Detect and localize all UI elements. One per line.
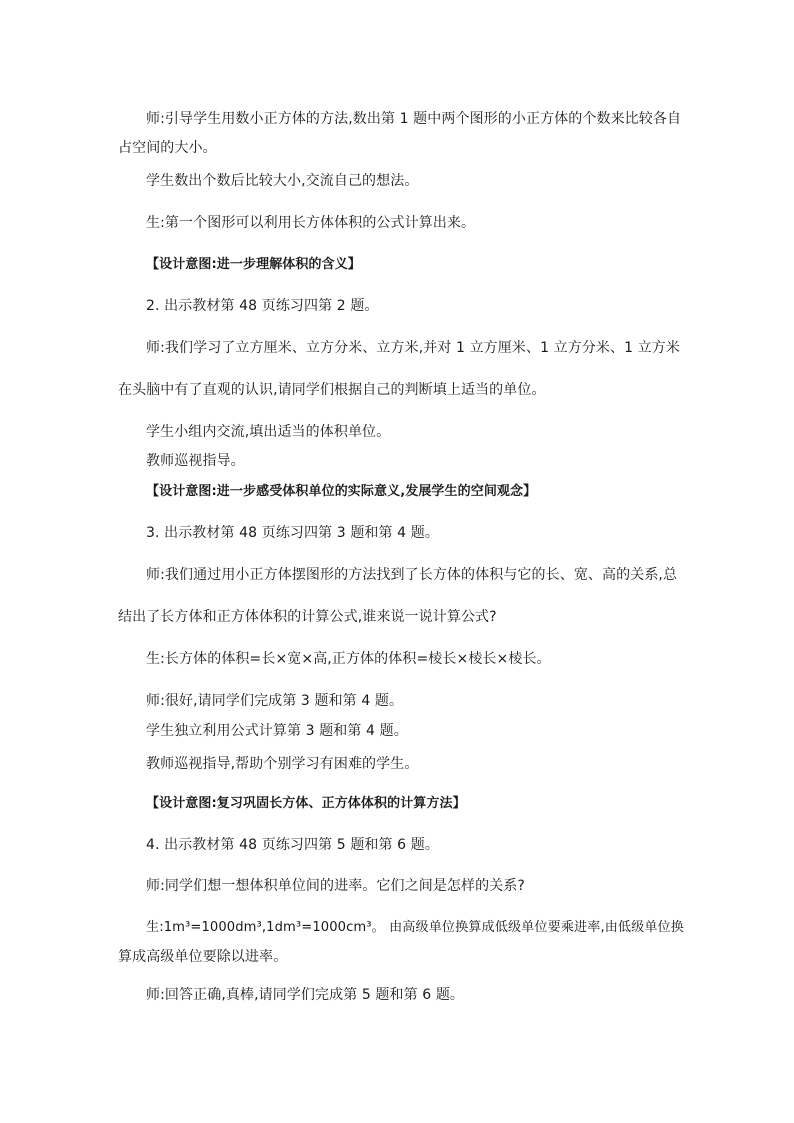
paragraph-line: 生:第一个图形可以利用长方体体积的公式计算出来。 [146, 215, 476, 231]
paragraph-line: 算成高级单位要除以进率。 [118, 949, 288, 965]
paragraph-line: 学生独立利用公式计算第 3 题和第 4 题。 [146, 723, 408, 739]
paragraph-line: 师:我们学习了立方厘米、立方分米、立方米,并对 1 立方厘米、1 立方分米、1 立方米 [146, 340, 680, 356]
exercise-heading: 2. 出示教材第 48 页练习四第 2 题。 [146, 298, 379, 314]
paragraph-line: 学生小组内交流,填出适当的体积单位。 [146, 424, 391, 440]
paragraph-line: 师:同学们想一想体积单位间的进率。它们之间是怎样的关系? [146, 878, 525, 894]
exercise-heading: 3. 出示教材第 48 页练习四第 3 题和第 4 题。 [146, 525, 439, 541]
design-intent-note: 【设计意图:进一步感受体积单位的实际意义,发展学生的空间观念】 [146, 484, 537, 499]
paragraph-line: 师:引导学生用数小正方体的方法,数出第 1 题中两个图形的小正方体的个数来比较各自 [146, 111, 682, 127]
paragraph-line: 结出了长方体和正方体体积的计算公式,谁来说一说计算公式? [118, 609, 497, 625]
paragraph-line: 教师巡视指导。 [146, 453, 245, 469]
paragraph-line: 师:回答正确,真棒,请同学们完成第 5 题和第 6 题。 [146, 987, 465, 1003]
paragraph-line: 生:长方体的体积=长×宽×高,正方体的体积=棱长×棱长×棱长。 [146, 651, 551, 667]
paragraph-line: 师:我们通过用小正方体摆图形的方法找到了长方体的体积与它的长、宽、高的关系,总 [146, 567, 678, 583]
exercise-heading: 4. 出示教材第 48 页练习四第 5 题和第 6 题。 [146, 837, 439, 853]
paragraph-line: 生:1m³=1000dm³,1dm³=1000cm³。 由高级单位换算成低级单位要乘进率,由低级单位换 [146, 920, 684, 935]
design-intent-note: 【设计意图:进一步理解体积的含义】 [146, 257, 361, 272]
paragraph-line: 占空间的大小。 [118, 140, 217, 156]
paragraph-line: 教师巡视指导,帮助个别学习有困难的学生。 [146, 756, 419, 772]
design-intent-note: 【设计意图:复习巩固长方体、正方体体积的计算方法】 [146, 796, 466, 811]
paragraph-line: 师:很好,请同学们完成第 3 题和第 4 题。 [146, 693, 404, 709]
paragraph-line: 在头脑中有了直观的认识,请同学们根据自己的判断填上适当的单位。 [118, 382, 546, 398]
paragraph-line: 学生数出个数后比较大小,交流自己的想法。 [146, 173, 419, 189]
